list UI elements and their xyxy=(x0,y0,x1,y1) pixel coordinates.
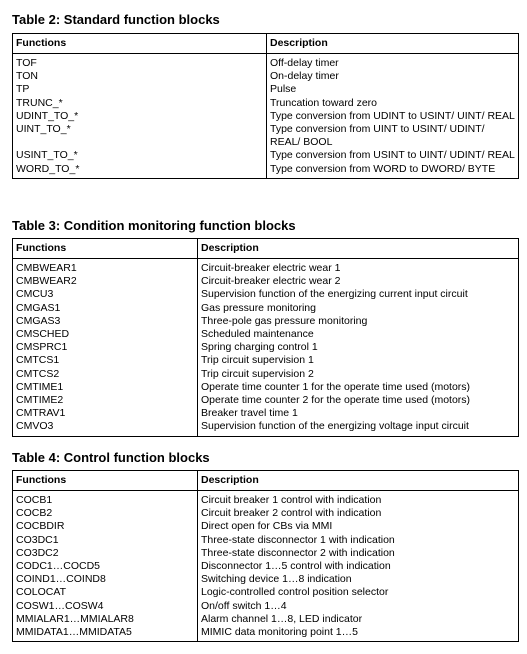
description-cell: Truncation toward zero xyxy=(267,97,519,110)
description-cell: Breaker travel time 1 xyxy=(198,407,519,420)
table-row xyxy=(13,97,519,110)
function-name-cell: COCBDIR xyxy=(13,520,198,533)
table-row xyxy=(13,573,519,586)
table4 xyxy=(12,470,519,642)
table-row xyxy=(13,507,519,520)
function-name-cell: TON xyxy=(13,70,267,83)
table2-title: Table 2: Standard function blocks xyxy=(12,12,220,27)
description-cell: Circuit-breaker electric wear 1 xyxy=(198,259,519,276)
description-cell: Type conversion from UINT to USINT/ UDINT/ REAL/ BOOL xyxy=(267,123,519,149)
table-row xyxy=(13,626,519,642)
table-row xyxy=(13,149,519,162)
function-name-cell: WORD_TO_* xyxy=(13,163,267,179)
function-name-cell: CMSPRC1 xyxy=(13,341,198,354)
function-name-cell: CO3DC1 xyxy=(13,534,198,547)
table-header-row xyxy=(13,34,519,54)
description-cell: Gas pressure monitoring xyxy=(198,302,519,315)
table-row xyxy=(13,110,519,123)
table-row xyxy=(13,315,519,328)
function-name-cell: CMTCS2 xyxy=(13,368,198,381)
table-row xyxy=(13,302,519,315)
description-cell: Type conversion from USINT to UINT/ UDINT/ REAL xyxy=(267,149,519,162)
table-row xyxy=(13,163,519,179)
table-row xyxy=(13,586,519,599)
function-name-cell: CMTRAV1 xyxy=(13,407,198,420)
function-name-cell: UINT_TO_* xyxy=(13,123,267,149)
description-cell: Logic-controlled control position selector xyxy=(198,586,519,599)
description-cell: Pulse xyxy=(267,83,519,96)
table-row xyxy=(13,547,519,560)
function-name-cell: TOF xyxy=(13,54,267,71)
function-name-cell: COSW1…COSW4 xyxy=(13,600,198,613)
table-row xyxy=(13,560,519,573)
description-cell: Spring charging control 1 xyxy=(198,341,519,354)
description-cell: Trip circuit supervision 1 xyxy=(198,354,519,367)
function-name-cell: MMIDATA1…MMIDATA5 xyxy=(13,626,198,642)
table-row xyxy=(13,534,519,547)
table-row xyxy=(13,123,519,149)
function-name-cell: CO3DC2 xyxy=(13,547,198,560)
function-name-cell: COLOCAT xyxy=(13,586,198,599)
description-cell: Three-pole gas pressure monitoring xyxy=(198,315,519,328)
function-name-cell: COCB2 xyxy=(13,507,198,520)
table-row xyxy=(13,354,519,367)
function-name-cell: TP xyxy=(13,83,267,96)
table-row xyxy=(13,600,519,613)
function-name-cell: CMTIME2 xyxy=(13,394,198,407)
table-row xyxy=(13,288,519,301)
table-row xyxy=(13,394,519,407)
description-cell: On-delay timer xyxy=(267,70,519,83)
function-name-cell: CMGAS1 xyxy=(13,302,198,315)
description-cell: Operate time counter 2 for the operate time used (motors) xyxy=(198,394,519,407)
function-name-cell: USINT_TO_* xyxy=(13,149,267,162)
description-cell: Supervision function of the energizing current input circuit xyxy=(198,288,519,301)
table-row xyxy=(13,407,519,420)
table-header-row xyxy=(13,471,519,491)
table-row xyxy=(13,54,519,71)
table-row xyxy=(13,328,519,341)
column-header-description: Description xyxy=(198,239,519,259)
description-cell: Off-delay timer xyxy=(267,54,519,71)
description-cell: Supervision function of the energizing voltage input circuit xyxy=(198,420,519,436)
function-name-cell: MMIALAR1…MMIALAR8 xyxy=(13,613,198,626)
description-cell: Scheduled maintenance xyxy=(198,328,519,341)
column-header-functions: Functions xyxy=(13,239,198,259)
function-name-cell: CMTCS1 xyxy=(13,354,198,367)
table4-title: Table 4: Control function blocks xyxy=(12,450,210,465)
description-cell: Circuit breaker 1 control with indication xyxy=(198,491,519,508)
function-name-cell: CMTIME1 xyxy=(13,381,198,394)
table-row xyxy=(13,381,519,394)
column-header-description: Description xyxy=(267,34,519,54)
description-cell: Switching device 1…8 indication xyxy=(198,573,519,586)
column-header-description: Description xyxy=(198,471,519,491)
function-name-cell: CMCU3 xyxy=(13,288,198,301)
function-name-cell: CMBWEAR1 xyxy=(13,259,198,276)
function-name-cell: CMVO3 xyxy=(13,420,198,436)
function-name-cell: TRUNC_* xyxy=(13,97,267,110)
description-cell: MIMIC data monitoring point 1…5 xyxy=(198,626,519,642)
description-cell: Circuit-breaker electric wear 2 xyxy=(198,275,519,288)
table3-title: Table 3: Condition monitoring function blocks xyxy=(12,218,296,233)
table-row xyxy=(13,341,519,354)
function-name-cell: COIND1…COIND8 xyxy=(13,573,198,586)
description-cell: Type conversion from WORD to DWORD/ BYTE xyxy=(267,163,519,179)
description-cell: Trip circuit supervision 2 xyxy=(198,368,519,381)
description-cell: Type conversion from UDINT to USINT/ UINT/ REAL xyxy=(267,110,519,123)
description-cell: Alarm channel 1…8, LED indicator xyxy=(198,613,519,626)
column-header-functions: Functions xyxy=(13,471,198,491)
function-name-cell: CMBWEAR2 xyxy=(13,275,198,288)
description-cell: Three-state disconnector 2 with indication xyxy=(198,547,519,560)
function-name-cell: CODC1…COCD5 xyxy=(13,560,198,573)
table-row xyxy=(13,275,519,288)
function-name-cell: COCB1 xyxy=(13,491,198,508)
description-cell: Three-state disconnector 1 with indication xyxy=(198,534,519,547)
description-cell: Circuit breaker 2 control with indication xyxy=(198,507,519,520)
table-row xyxy=(13,420,519,436)
table-row xyxy=(13,368,519,381)
column-header-functions: Functions xyxy=(13,34,267,54)
description-cell: Direct open for CBs via MMI xyxy=(198,520,519,533)
function-name-cell: CMGAS3 xyxy=(13,315,198,328)
description-cell: Disconnector 1…5 control with indication xyxy=(198,560,519,573)
table2 xyxy=(12,33,519,179)
description-cell: Operate time counter 1 for the operate time used (motors) xyxy=(198,381,519,394)
table3 xyxy=(12,238,519,437)
description-cell: On/off switch 1…4 xyxy=(198,600,519,613)
table-row xyxy=(13,259,519,276)
table-row xyxy=(13,613,519,626)
function-name-cell: CMSCHED xyxy=(13,328,198,341)
table-row xyxy=(13,83,519,96)
table-header-row xyxy=(13,239,519,259)
function-name-cell: UDINT_TO_* xyxy=(13,110,267,123)
table-row xyxy=(13,491,519,508)
table-row xyxy=(13,70,519,83)
table-row xyxy=(13,520,519,533)
